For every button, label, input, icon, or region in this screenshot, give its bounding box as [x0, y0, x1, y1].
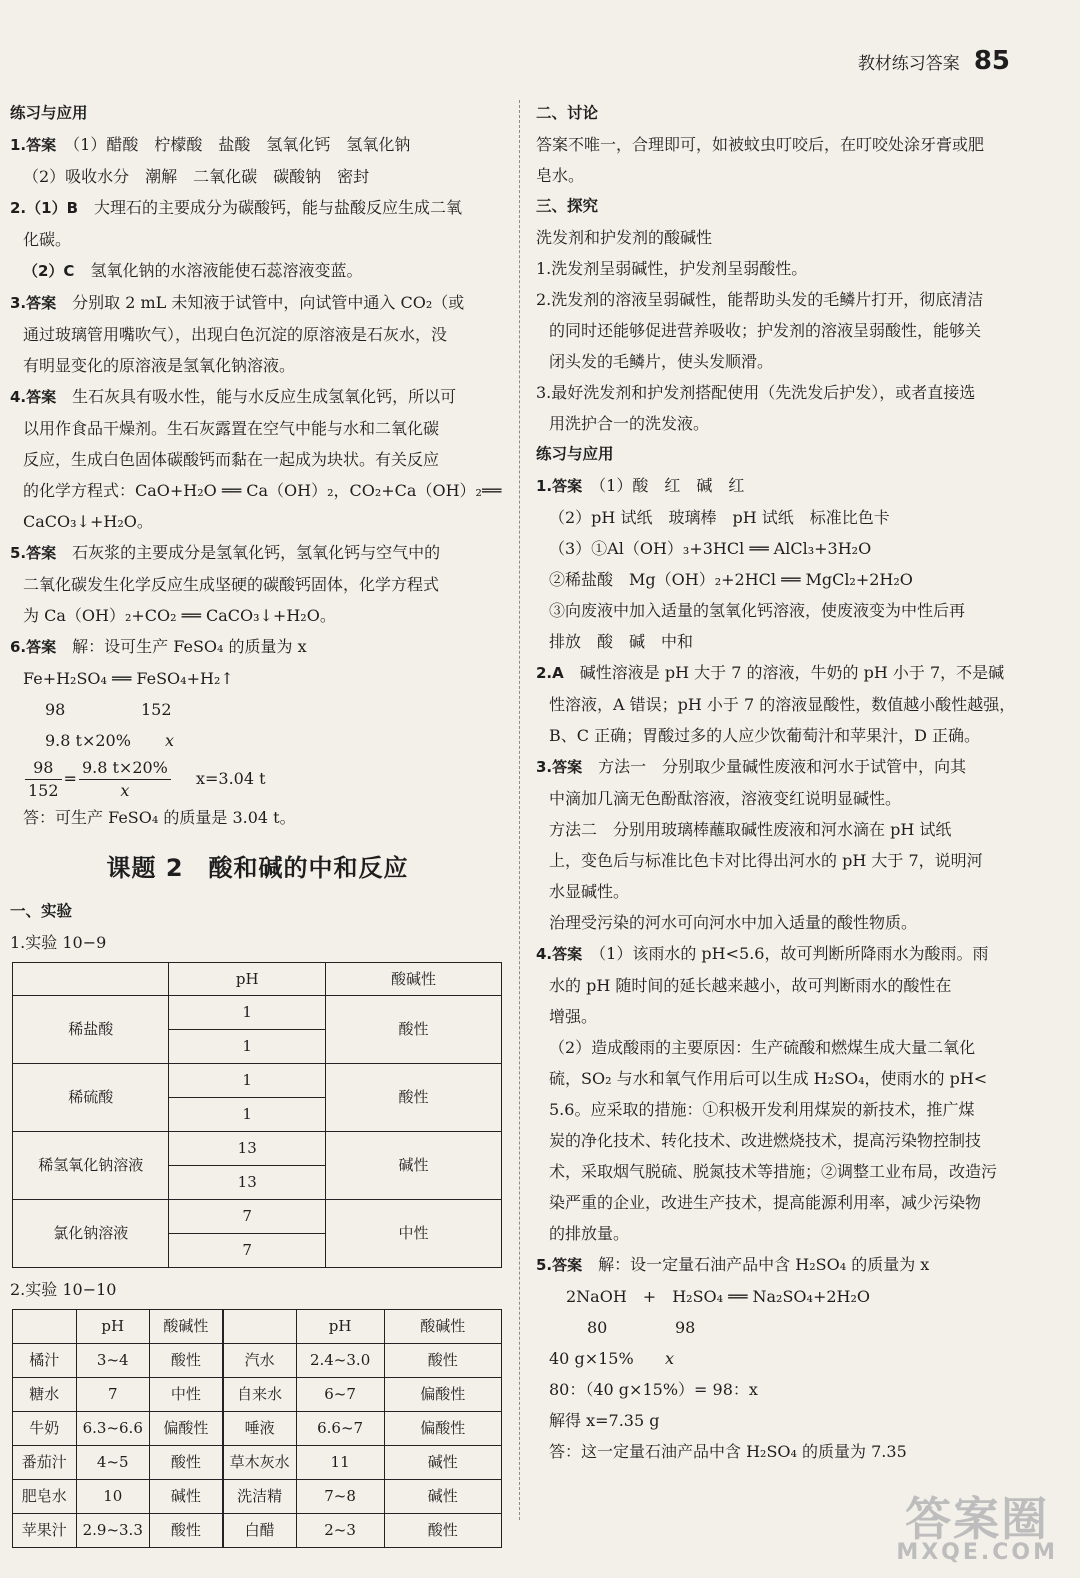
table-cell: 番茄汁 [13, 1446, 77, 1480]
answer-line: 2.洗发剂的溶液呈弱碱性，能帮助头发的毛鳞片打开，彻底清洁 [536, 290, 984, 309]
equation: 2NaOH + H₂SO₄ ══ Na₂SO₄+2H₂O [566, 1287, 871, 1306]
right-column [536, 98, 1036, 1467]
table-cell: 2.4~3.0 [296, 1344, 384, 1378]
table-cell: 酸性 [384, 1344, 501, 1378]
table-row [13, 1378, 502, 1412]
table-cell: 6.3~6.6 [76, 1412, 149, 1446]
table-cell: 自来水 [223, 1378, 296, 1412]
fraction-row: $\frac{98}{152}$ = $\frac{9.8 t\times 20\%}{x}$ x=3.04 t [10, 756, 505, 802]
lesson-title: 课题 2 酸和碱的中和反应 [106, 854, 409, 882]
answer-line: 2.A 碱性溶液是 pH 大于 7 的溶液，牛奶的 pH 小于 7，不是碱 [536, 663, 1005, 682]
left-column [10, 98, 505, 1548]
table-row [13, 1446, 502, 1480]
answer-line: 反应，生成白色固体碳酸钙而黏在一起成为块状。有关反应 [23, 450, 440, 469]
table-row: 稀氢氧化钠溶液 13 碱性 [13, 1132, 502, 1166]
answer-line: 5.6。应采取的措施：①积极开发利用煤炭的新技术，推广煤 [549, 1100, 975, 1119]
table-cell: 牛奶 [13, 1412, 77, 1446]
experiment-label: 1.实验 10−9 [10, 933, 107, 952]
answer-line: 水的 pH 随时间的延长越来越小，故可判断雨水的酸性在 [549, 976, 952, 995]
answer-line: 1.答案 （1）醋酸 柠檬酸 盐酸 氢氧化钙 氢氧化钠 [10, 135, 411, 154]
table-cell: 酸性 [149, 1344, 222, 1378]
answer-line: （2）吸收水分 潮解 二氧化碳 碳酸钠 密封 [23, 167, 370, 186]
answer-line: 5.答案 解：设一定量石油产品中含 H₂SO₄ 的质量为 x [536, 1255, 930, 1274]
table-row [13, 1514, 502, 1548]
answer-line: ②稀盐酸 Mg（OH）₂+2HCl ══ MgCl₂+2H₂O [549, 570, 913, 589]
answer-line: 答案不唯一，合理即可，如被蚊虫叮咬后，在叮咬处涂牙膏或肥 [536, 135, 985, 154]
watermark-logo: 答案圈 MXQE.COM [896, 1492, 1058, 1565]
header-title: 教材练习答案 [857, 54, 960, 74]
fraction: $\frac{98}{152}$ [25, 757, 62, 802]
table-header [13, 963, 169, 996]
table-row [13, 1412, 502, 1446]
table-cell: 酸性 [384, 1514, 501, 1548]
answer-line: 皂水。 [536, 166, 585, 185]
table-cell: 6~7 [296, 1378, 384, 1412]
answer-line: 1.答案 （1）酸 红 碱 红 [536, 476, 745, 495]
answer-line: 增强。 [549, 1007, 598, 1026]
table-header: 酸碱性 [325, 963, 501, 996]
table-row: 13 [13, 1166, 502, 1200]
answer-line: B、C 正确；胃酸过多的人应少饮葡萄汁和苹果汁，D 正确。 [549, 726, 981, 745]
table-cell: 中性 [149, 1378, 222, 1412]
answer-line: 3.最好洗发剂和护发剂搭配使用（先洗发后护发），或者直接选 [536, 383, 976, 402]
answer-line: 用洗护合一的洗发液。 [549, 414, 710, 433]
equation: Fe+H₂SO₄ ══ FeSO₄+H₂↑ [23, 669, 234, 688]
column-divider [519, 100, 520, 1520]
answer-line: 治理受污染的河水可向河水中加入适量的酸性物质。 [549, 913, 918, 932]
table-cell: 肥皂水 [13, 1480, 77, 1514]
experiment-label: 2.实验 10−10 [10, 1280, 117, 1299]
answer-line: 上，变色后与标准比色卡对比得出河水的 pH 大于 7，说明河 [549, 851, 983, 870]
table-cell: 草木灰水 [223, 1446, 296, 1480]
table-cell: 11 [296, 1446, 384, 1480]
answer-line: 的同时还能够促进营养吸收；护发剂的溶液呈弱酸性，能够关 [549, 321, 982, 340]
solve-line: 解得 x=7.35 g [549, 1411, 660, 1430]
experiment-table-2: pH 酸碱性 pH 酸碱性 橘汁 3~4 酸性 汽水 2.4~3.0 酸性 糖水 7 中性 自来水 6~7 偏酸性 牛奶 6.3~6.6 偏酸性 唾液 6.6~7 偏酸性 番茄汁 4~5 酸性 草木灰水 11 碱性 肥皂水 10 碱性 洗洁精 7~8 碱性 苹果汁 2.9~3.3 酸性 白醋 2~3 酸性 [12, 1309, 502, 1548]
answer-line: 方法二 分别用玻璃棒蘸取碱性废液和河水滴在 pH 试纸 [549, 820, 952, 839]
answer-line: 化碳。 [23, 230, 72, 249]
fraction: $\frac{9.8 t\times 20\%}{x}$ [79, 757, 171, 802]
table-cell: 7 [76, 1378, 149, 1412]
table-cell: 碱性 [384, 1480, 501, 1514]
table-cell: 偏酸性 [384, 1378, 501, 1412]
answer-line: 2.（1）B 大理石的主要成分为碳酸钙，能与盐酸反应生成二氧 [10, 198, 463, 217]
experiment-table-1 [12, 962, 502, 1268]
answer-line: 3.答案 方法一 分别取少量碱性废液和河水于试管中，向其 [536, 757, 967, 776]
table-cell: 酸性 [149, 1446, 222, 1480]
table-cell: 酸性 [149, 1514, 222, 1548]
answer-line: 术，采取烟气脱硫、脱氮技术等措施；②调整工业布局，改造污 [549, 1162, 998, 1181]
answer-line: 闭头发的毛鳞片，使头发顺滑。 [549, 352, 774, 371]
given-row: 40 g×15% x [549, 1349, 675, 1368]
answer-line: 6.答案 解：设可生产 FeSO₄ 的质量为 x [10, 637, 307, 656]
table-cell: 2~3 [296, 1514, 384, 1548]
table-cell: 白醋 [223, 1514, 296, 1548]
answer-line: 染严重的企业，改进生产技术，提高能源利用率，减少污染物 [549, 1193, 982, 1212]
table-row: 1 [13, 1098, 502, 1132]
page-header [858, 46, 1010, 76]
explore-title: 洗发剂和护发剂的酸碱性 [536, 228, 713, 247]
answer-line: 以用作食品干燥剂。生石灰露置在空气中能与水和二氧化碳 [23, 419, 440, 438]
table-row: 稀盐酸 1 酸性 [13, 996, 502, 1030]
answer-line: 的排放量。 [549, 1224, 630, 1243]
answer-line: 为 Ca（OH）₂+CO₂ ══ CaCO₃↓+H₂O。 [23, 606, 336, 625]
answer-line: 答：这一定量石油产品中含 H₂SO₄ 的质量为 7.35 [549, 1442, 907, 1461]
table-cell: 苹果汁 [13, 1514, 77, 1548]
table-cell: 6.6~7 [296, 1412, 384, 1446]
table-cell: 2.9~3.3 [76, 1514, 149, 1548]
answer-line: 二氧化碳发生化学反应生成坚硬的碳酸钙固体，化学方程式 [23, 575, 440, 594]
answer-line: （2）C 氢氧化钠的水溶液能使石蕊溶液变蓝。 [23, 261, 363, 280]
answer-line: （3）①Al（OH）₃+3HCl ══ AlCl₃+3H₂O [549, 539, 872, 558]
answer-line: 1.洗发剂呈弱碱性，护发剂呈弱酸性。 [536, 259, 808, 278]
answer-line: 答：可生产 FeSO₄ 的质量是 3.04 t。 [23, 808, 296, 827]
section-heading: 练习与应用 [10, 104, 88, 122]
answer-line: 水显碱性。 [549, 882, 630, 901]
table-cell: 10 [76, 1480, 149, 1514]
answer-line: CaCO₃↓+H₂O。 [23, 512, 153, 531]
table-cell: 碱性 [149, 1480, 222, 1514]
table-cell: 汽水 [223, 1344, 296, 1378]
answer-line: 有明显变化的原溶液是氢氧化钠溶液。 [23, 356, 296, 375]
table-row: 7 [13, 1234, 502, 1268]
mass-row: 98 152 [45, 700, 172, 719]
answer-line: 炭的净化技术、转化技术、改进燃烧技术，提高污染物控制技 [549, 1131, 982, 1150]
table-row [13, 1480, 502, 1514]
table-row: 1 [13, 1030, 502, 1064]
table-cell: 洗洁精 [223, 1480, 296, 1514]
answer-line: 硫，SO₂ 与水和氧气作用后可以生成 H₂SO₄，使雨水的 pH< [549, 1069, 988, 1088]
table-cell: 糖水 [13, 1378, 77, 1412]
answer-line: 4.答案 生石灰具有吸水性，能与水反应生成氢氧化钙，所以可 [10, 387, 457, 406]
answer-line: 中滴加几滴无色酚酞溶液，溶液变红说明显碱性。 [549, 789, 902, 808]
table-cell: 7~8 [296, 1480, 384, 1514]
answer-line: ③向废液中加入适量的氢氧化钙溶液，使废液变为中性后再 [549, 601, 966, 620]
answer-line: 通过玻璃管用嘴吹气），出现白色沉淀的原溶液是石灰水，没 [23, 325, 448, 344]
answer-line: 的化学方程式：CaO+H₂O ══ Ca（OH）₂，CO₂+Ca（OH）₂══ [23, 481, 502, 500]
given-row: 9.8 t×20% x [45, 731, 175, 750]
section-heading: 练习与应用 [536, 445, 614, 463]
table-cell: 橘汁 [13, 1344, 77, 1378]
answer-line: （2）pH 试纸 玻璃棒 pH 试纸 标准比色卡 [549, 508, 890, 527]
table-cell: 偏酸性 [384, 1412, 501, 1446]
page-number: 85 [973, 46, 1010, 76]
table-row [13, 1344, 502, 1378]
section-heading: 一、实验 [10, 902, 73, 920]
mass-row: 80 98 [587, 1318, 696, 1337]
table-cell: 3~4 [76, 1344, 149, 1378]
answer-line: 性溶液，A 错误；pH 小于 7 的溶液显酸性，数值越小酸性越强， [549, 695, 1016, 714]
section-heading: 三、探究 [536, 197, 599, 215]
table-row: 氯化钠溶液 7 中性 [13, 1200, 502, 1234]
table-cell: 4~5 [76, 1446, 149, 1480]
table-cell: 偏酸性 [149, 1412, 222, 1446]
answer-line: 5.答案 石灰浆的主要成分是氢氧化钙，氢氧化钙与空气中的 [10, 543, 441, 562]
table-row: 稀硫酸 1 酸性 [13, 1064, 502, 1098]
answer-line: （2）造成酸雨的主要原因：生产硫酸和燃煤生成大量二氧化 [549, 1038, 976, 1057]
answer-line: 3.答案 分别取 2 mL 未知液于试管中，向试管中通入 CO₂（或 [10, 293, 465, 312]
table-header: pH [169, 963, 325, 996]
answer-line: 排放 酸 碱 中和 [549, 632, 694, 651]
table-cell: 唾液 [223, 1412, 296, 1446]
ratio-line: 80：（40 g×15%）= 98：x [549, 1380, 758, 1399]
section-heading: 二、讨论 [536, 104, 599, 122]
answer-line: 4.答案 （1）该雨水的 pH<5.6，故可判断所降雨水为酸雨。雨 [536, 944, 989, 963]
table-cell: 碱性 [384, 1446, 501, 1480]
